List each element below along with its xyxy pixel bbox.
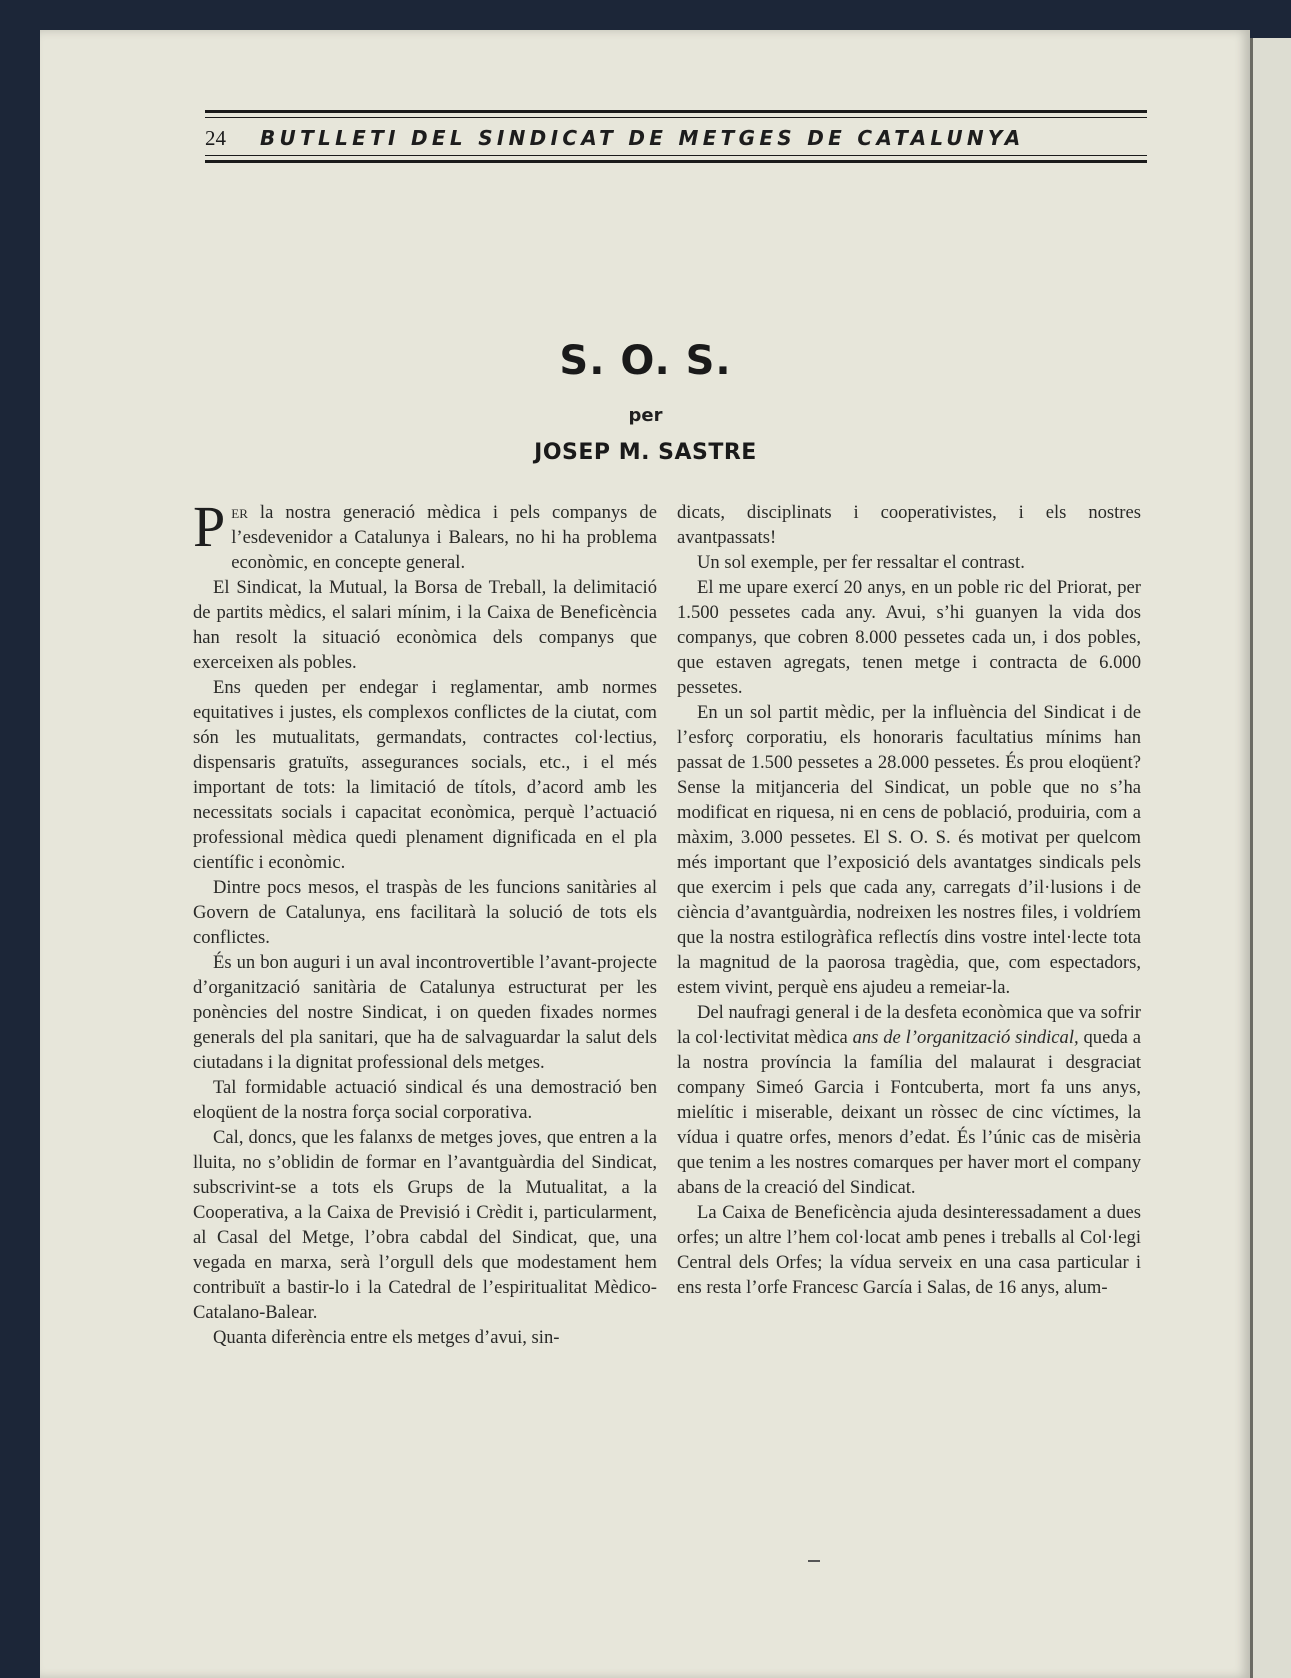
paragraph: En un sol partit mèdic, per la influència del Sindicat i de l’esforç corporatiu, els honoraris facultatius mínims han passat de 1.500 pessetes a 28.000 pessetes. És prou eloqüent? Sense la mitjanceria del Sindicat, un poble que no s’ha modificat en riquesa, ni en cens de població, produiria, com a màxim, 3.000 pessetes. El S. O. S. és motivat per quelcom més important que l’exposició dels avantatges sindicals pels que exercim i pels que cada any, carregats d’il·lusions i de ciència d’avantguàrdia, nodreixen les nostres files, i voldríem que la nostra estilogràfica reflectís dins vostre intel·lecte tota la magnitud de la paorosa tragèdia, que, com espectadors, estem vivint, perquè ens ajudeu a remeiar-la. [677, 702, 1141, 998]
paragraph-text: Del naufragi general i de la desfeta econòmica que va sofrir la col·lectivitat mèdica [677, 1002, 1141, 1048]
small-caps-lead: er [231, 502, 248, 523]
journal-title: BUTLLETI DEL SINDICAT DE METGES DE CATALUNYA [260, 126, 1025, 150]
paragraph: Cal, doncs, que les falanxs de metges joves, que entren a la lluita, no s’oblidin de formar en l’avantguàrdia del Sindicat, subscrivint-se a tots els Grups de la Mutualitat, a la Cooperativa, a la Caixa de Previsió i Crèdit i, particularment, al Casal del Metge, l’obra cabdal del Sindicat, que, una vegada en marxa, serà l’orgull dels que modestament hem contribuït a bastir-lo i la Catedral de l’espiritualitat Mèdico-Catalano-Balear. [193, 1127, 657, 1323]
left-column [193, 494, 657, 1350]
paragraph: dicats, disciplinats i cooperativistes, i els nostres avantpassats! [677, 502, 1141, 548]
paragraph: El me upare exercí 20 anys, en un poble ric del Priorat, per 1.500 pessetes cada any. Avui, s’hi guanyen la vida dos companys, que cobren 8.000 pessetes cada un, i dos pobles, que estaven agregats, tenen metge i contracta de 6.000 pessetes. [677, 577, 1141, 698]
byline-per: per [628, 405, 663, 426]
paragraph: Dintre pocs mesos, el traspàs de les funcions sanitàries al Govern de Catalunya, ens facilitarà la solució de tots els conflictes. [193, 877, 657, 948]
paragraph: Quanta diferència entre els metges d’avui, sin- [213, 1327, 560, 1348]
header-rule-bottom-thin [205, 155, 1147, 156]
footer-dash [808, 1560, 820, 1562]
byline-author: JOSEP M. SASTRE [534, 440, 757, 465]
paragraph: És un bon auguri i un aval incontrovertible l’avant-projecte d’organització sanitària de Catalunya estructurat per les ponències del nostre Sindicat, i on queden fixades normes generals del pla sanitari, que ha de salvaguardar la salut dels ciutadans i la dignitat professional dels metges. [193, 952, 657, 1073]
right-column [677, 500, 1141, 1300]
paragraph [193, 494, 657, 575]
header-rule-bottom-thick [205, 160, 1147, 163]
header-rule-top-thick [205, 110, 1147, 113]
paragraph: Ens queden per endegar i reglamentar, amb normes equitatives i justes, els complexos conflictes de la ciutat, com són les mutualitats, germandats, contractes col·lectius, dispensaris gratuïts, assegurances socials, etc., i el més important de tots: la limitació de títols, d’acord amb les necessitats socials i capacitat econòmica, perquè l’actuació professional mèdica quedi plenament dignificada en el pla científic i econòmic. [193, 677, 657, 873]
paragraph-text: la nostra generació mèdica i pels companys de l’esdevenidor a Catalunya i Balears, no hi ha problema econòmic, en concepte general. [231, 502, 657, 573]
article-title: S. O. S. [559, 338, 732, 384]
paragraph: Un sol exemple, per fer ressaltar el contrast. [697, 552, 1025, 573]
header-rule-top-thin [205, 117, 1147, 118]
italic-phrase: ans de l’organització sindical, [852, 1027, 1079, 1048]
facing-page-edge [1250, 38, 1291, 1678]
paragraph: El Sindicat, la Mutual, la Borsa de Treball, la delimitació de partits mèdics, el salari mínim, i la Caixa de Beneficència han resolt la situació econòmica dels companys que exerceixen als pobles. [193, 577, 657, 673]
header-row [205, 123, 1147, 153]
paragraph-text: queda a la nostra província la família del malaurat i desgraciat company Simeó Garcia i Fontcuberta, mort fa uns anys, mielític i miserable, deixant un ròssec de cinc víctimes, la vídua i quatre orfes, menors d’edat. És l’únic cas de misèria que tenim a les nostres comarques per haver mort el company abans de la creació del Sindicat. [677, 1027, 1141, 1198]
drop-cap: P [193, 494, 226, 559]
paragraph: La Caixa de Beneficència ajuda desinteressadament a dues orfes; un altre l’hem col·locat amb penes i treballs al Col·legi Central dels Orfes; la vídua serveix en una casa particular i ens resta l’orfe Francesc García i Salas, de 16 anys, alum- [677, 1202, 1141, 1298]
running-header [205, 110, 1147, 164]
page-number: 24 [205, 125, 226, 150]
paragraph [677, 1000, 1141, 1200]
paragraph: Tal formidable actuació sindical és una demostració ben eloqüent de la nostra força social corporativa. [193, 1077, 657, 1123]
